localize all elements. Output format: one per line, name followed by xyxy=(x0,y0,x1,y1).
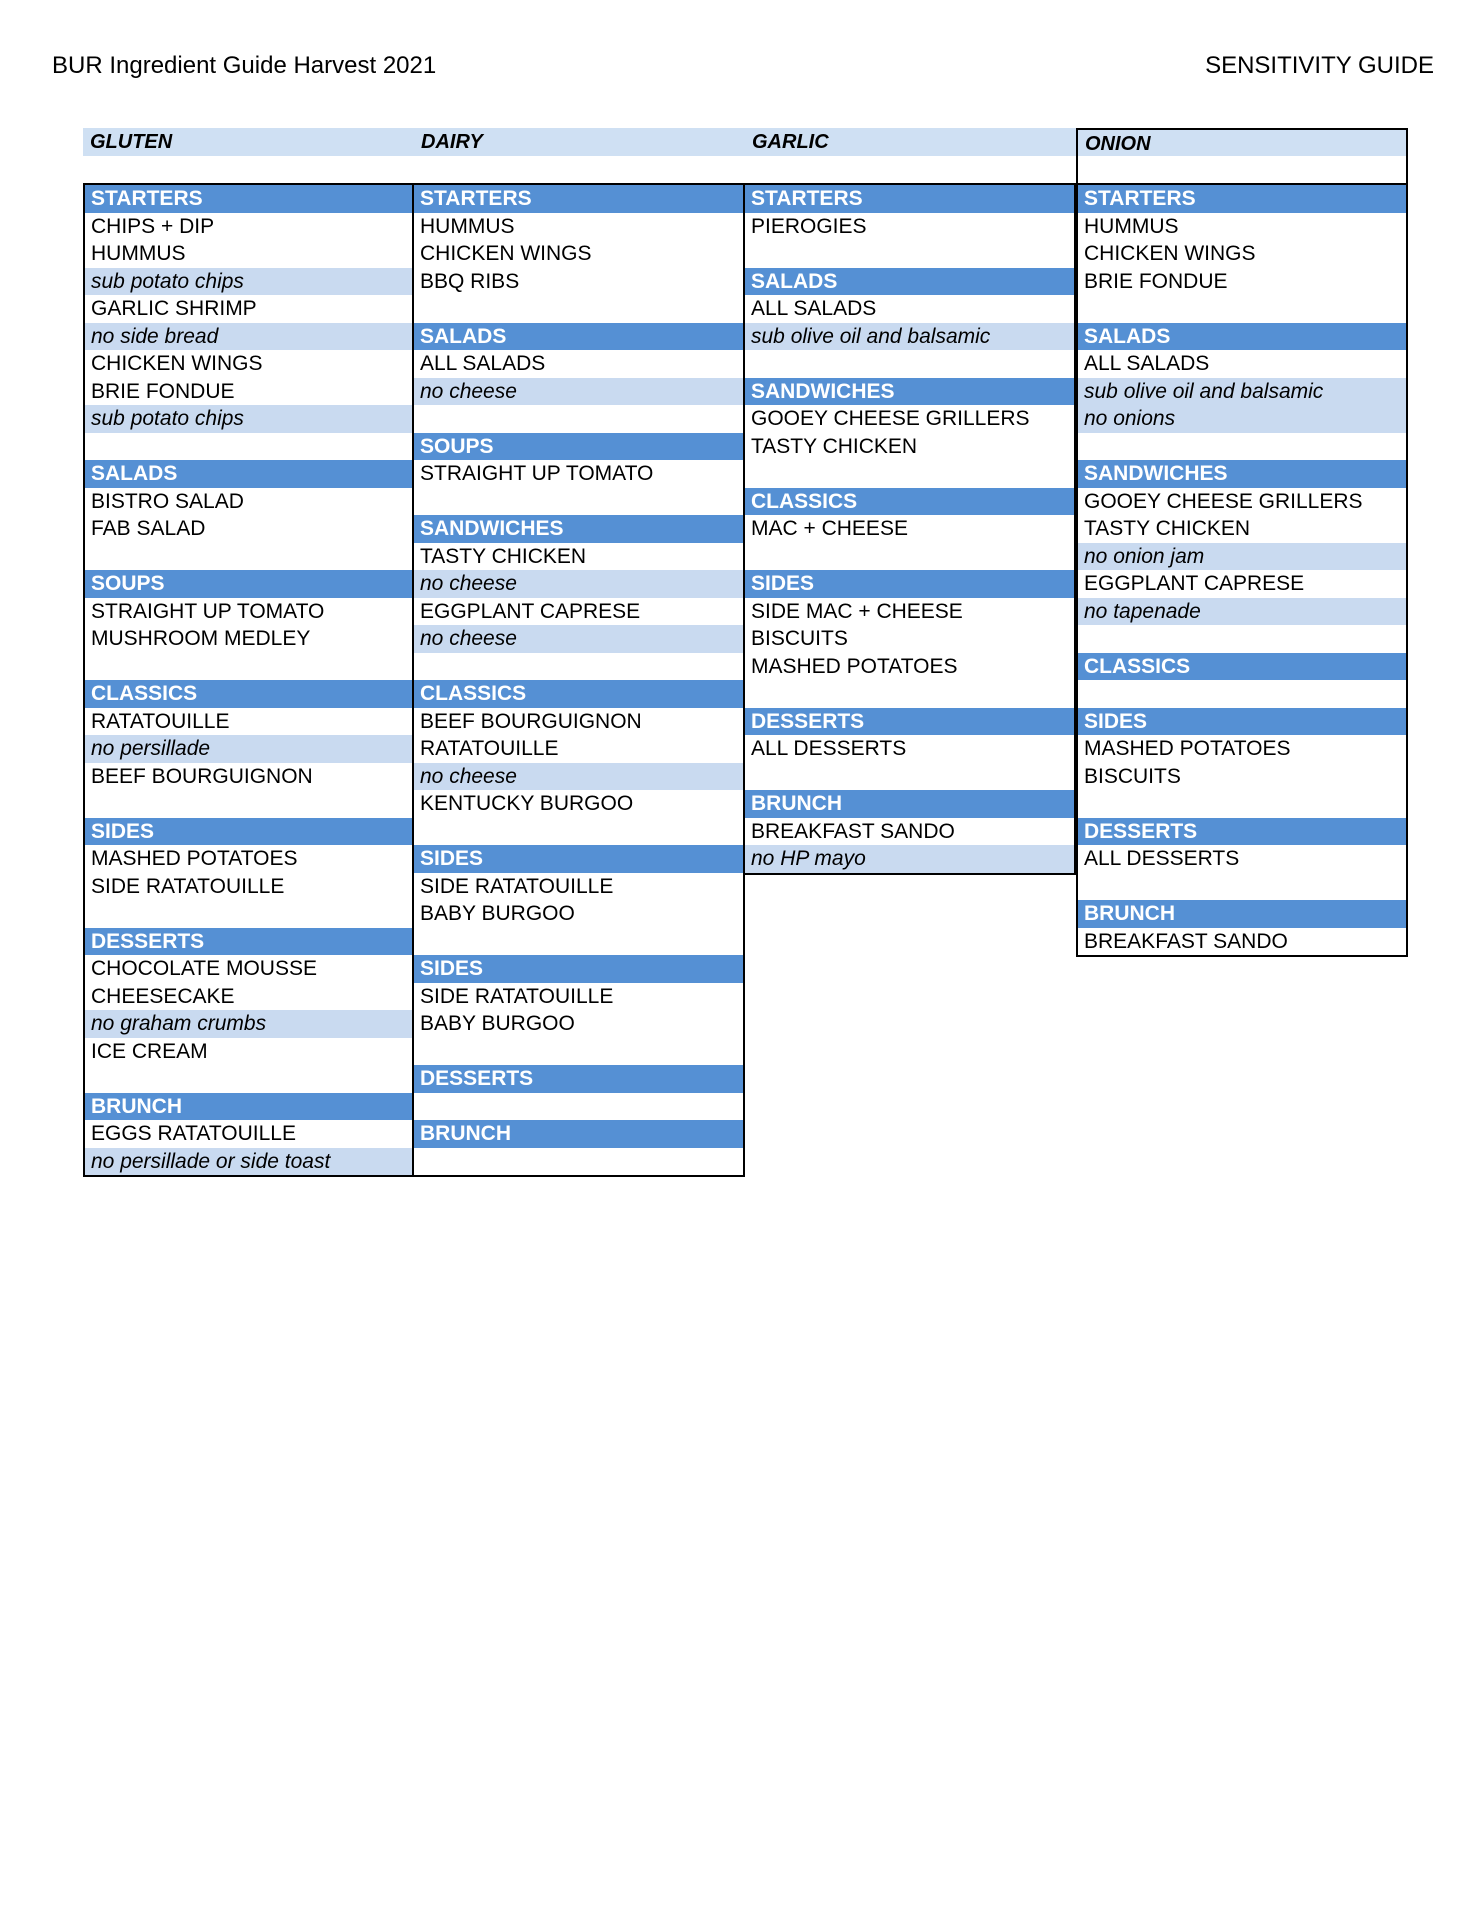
blank-row xyxy=(414,1148,743,1176)
modification-note: sub olive oil and balsamic xyxy=(745,323,1074,351)
document-title: BUR Ingredient Guide Harvest 2021 xyxy=(52,52,437,79)
modification-note: no graham crumbs xyxy=(85,1010,412,1038)
category-header: SIDES xyxy=(1078,708,1406,736)
category-header: STARTERS xyxy=(1078,185,1406,213)
menu-item: RATATOUILLE xyxy=(85,708,412,736)
garlic-column xyxy=(745,183,1076,875)
category-header: SALADS xyxy=(1078,323,1406,351)
category-header: SIDES xyxy=(85,818,412,846)
menu-item: FAB SALAD xyxy=(85,515,412,543)
menu-item: TASTY CHICKEN xyxy=(414,543,743,571)
category-header: SOUPS xyxy=(85,570,412,598)
blank-row xyxy=(414,295,743,323)
modification-note: no cheese xyxy=(414,378,743,406)
document-subtitle: SENSITIVITY GUIDE xyxy=(1205,52,1434,79)
modification-note: no cheese xyxy=(414,625,743,653)
menu-item: GARLIC SHRIMP xyxy=(85,295,412,323)
menu-item: RATATOUILLE xyxy=(414,735,743,763)
menu-item: BABY BURGOO xyxy=(414,900,743,928)
menu-item: BISCUITS xyxy=(1078,763,1406,791)
spacer-cell xyxy=(83,156,414,183)
menu-item: HUMMUS xyxy=(85,240,412,268)
menu-item: ALL SALADS xyxy=(1078,350,1406,378)
modification-note: sub olive oil and balsamic xyxy=(1078,378,1406,406)
menu-item: BEEF BOURGUIGNON xyxy=(85,763,412,791)
heading-gluten: GLUTEN xyxy=(83,128,414,156)
heading-spacer-row xyxy=(83,156,1411,183)
heading-garlic: GARLIC xyxy=(745,128,1076,156)
modification-note: no cheese xyxy=(414,570,743,598)
heading-dairy: DAIRY xyxy=(414,128,745,156)
category-header: DESSERTS xyxy=(85,928,412,956)
menu-item: BABY BURGOO xyxy=(414,1010,743,1038)
blank-row xyxy=(85,653,412,681)
allergen-columns xyxy=(83,183,1411,1177)
menu-item: MASHED POTATOES xyxy=(745,653,1074,681)
category-header: STARTERS xyxy=(414,185,743,213)
category-header: SANDWICHES xyxy=(1078,460,1406,488)
category-header: SANDWICHES xyxy=(745,378,1074,406)
blank-row xyxy=(85,543,412,571)
category-header: SIDES xyxy=(745,570,1074,598)
category-header: STARTERS xyxy=(85,185,412,213)
category-header: BRUNCH xyxy=(85,1093,412,1121)
menu-item: SIDE MAC + CHEESE xyxy=(745,598,1074,626)
menu-item: CHOCOLATE MOUSSE xyxy=(85,955,412,983)
blank-row xyxy=(85,900,412,928)
modification-note: no side bread xyxy=(85,323,412,351)
blank-row xyxy=(85,1065,412,1093)
blank-row xyxy=(745,543,1074,571)
blank-row xyxy=(1078,295,1406,323)
spacer-cell xyxy=(1076,156,1408,183)
modification-note: no cheese xyxy=(414,763,743,791)
modification-note: no persillade xyxy=(85,735,412,763)
blank-row xyxy=(745,460,1074,488)
blank-row xyxy=(414,488,743,516)
modification-note: sub potato chips xyxy=(85,268,412,296)
gluten-column xyxy=(83,183,414,1177)
blank-row xyxy=(1078,680,1406,708)
blank-row xyxy=(414,818,743,846)
menu-item: CHIPS + DIP xyxy=(85,213,412,241)
blank-row xyxy=(1078,433,1406,461)
menu-item: MASHED POTATOES xyxy=(1078,735,1406,763)
category-header: CLASSICS xyxy=(745,488,1074,516)
modification-note: no tapenade xyxy=(1078,598,1406,626)
category-header: CLASSICS xyxy=(85,680,412,708)
menu-item: ALL SALADS xyxy=(745,295,1074,323)
menu-item: MASHED POTATOES xyxy=(85,845,412,873)
menu-item: EGGS RATATOUILLE xyxy=(85,1120,412,1148)
menu-item: HUMMUS xyxy=(414,213,743,241)
category-header: SIDES xyxy=(414,845,743,873)
menu-item: BEEF BOURGUIGNON xyxy=(414,708,743,736)
blank-row xyxy=(414,928,743,956)
sensitivity-table xyxy=(83,128,1411,1177)
modification-note: no HP mayo xyxy=(745,845,1074,873)
heading-onion: ONION xyxy=(1076,128,1408,156)
category-header: SALADS xyxy=(414,323,743,351)
category-header: BRUNCH xyxy=(1078,900,1406,928)
spacer-cell xyxy=(414,156,745,183)
menu-item: TASTY CHICKEN xyxy=(745,433,1074,461)
modification-note: no onions xyxy=(1078,405,1406,433)
modification-note: no onion jam xyxy=(1078,543,1406,571)
menu-item: SIDE RATATOUILLE xyxy=(85,873,412,901)
blank-row xyxy=(414,1093,743,1121)
menu-item: ALL DESSERTS xyxy=(1078,845,1406,873)
menu-item: SIDE RATATOUILLE xyxy=(414,873,743,901)
onion-column xyxy=(1076,183,1408,957)
category-header: CLASSICS xyxy=(414,680,743,708)
menu-item: GOOEY CHEESE GRILLERS xyxy=(1078,488,1406,516)
menu-item: MAC + CHEESE xyxy=(745,515,1074,543)
menu-item: BBQ RIBS xyxy=(414,268,743,296)
blank-row xyxy=(745,240,1074,268)
category-header: STARTERS xyxy=(745,185,1074,213)
category-header: BRUNCH xyxy=(745,790,1074,818)
menu-item: BISCUITS xyxy=(745,625,1074,653)
blank-row xyxy=(414,1038,743,1066)
modification-note: no persillade or side toast xyxy=(85,1148,412,1176)
modification-note: sub potato chips xyxy=(85,405,412,433)
category-header: DESSERTS xyxy=(414,1065,743,1093)
menu-item: EGGPLANT CAPRESE xyxy=(1078,570,1406,598)
menu-item: GOOEY CHEESE GRILLERS xyxy=(745,405,1074,433)
menu-item: BRIE FONDUE xyxy=(1078,268,1406,296)
blank-row xyxy=(414,653,743,681)
category-header: DESSERTS xyxy=(1078,818,1406,846)
menu-item: CHICKEN WINGS xyxy=(414,240,743,268)
category-header: DESSERTS xyxy=(745,708,1074,736)
menu-item: SIDE RATATOUILLE xyxy=(414,983,743,1011)
category-header: SANDWICHES xyxy=(414,515,743,543)
menu-item: MUSHROOM MEDLEY xyxy=(85,625,412,653)
blank-row xyxy=(1078,873,1406,901)
menu-item: BRIE FONDUE xyxy=(85,378,412,406)
blank-row xyxy=(1078,625,1406,653)
menu-item: BISTRO SALAD xyxy=(85,488,412,516)
category-header: SIDES xyxy=(414,955,743,983)
allergen-heading-row xyxy=(83,128,1411,156)
menu-item: BREAKFAST SANDO xyxy=(745,818,1074,846)
category-header: SALADS xyxy=(85,460,412,488)
menu-item: CHEESECAKE xyxy=(85,983,412,1011)
blank-row xyxy=(745,680,1074,708)
menu-item: EGGPLANT CAPRESE xyxy=(414,598,743,626)
menu-item: STRAIGHT UP TOMATO xyxy=(85,598,412,626)
blank-row xyxy=(85,790,412,818)
blank-row xyxy=(85,433,412,461)
blank-row xyxy=(1078,790,1406,818)
category-header: SALADS xyxy=(745,268,1074,296)
menu-item: STRAIGHT UP TOMATO xyxy=(414,460,743,488)
menu-item: CHICKEN WINGS xyxy=(1078,240,1406,268)
menu-item: HUMMUS xyxy=(1078,213,1406,241)
blank-row xyxy=(745,350,1074,378)
menu-item: ALL SALADS xyxy=(414,350,743,378)
menu-item: CHICKEN WINGS xyxy=(85,350,412,378)
dairy-column xyxy=(414,183,745,1177)
menu-item: ALL DESSERTS xyxy=(745,735,1074,763)
category-header: SOUPS xyxy=(414,433,743,461)
category-header: BRUNCH xyxy=(414,1120,743,1148)
spacer-cell xyxy=(745,156,1076,183)
menu-item: ICE CREAM xyxy=(85,1038,412,1066)
menu-item: PIEROGIES xyxy=(745,213,1074,241)
category-header: CLASSICS xyxy=(1078,653,1406,681)
blank-row xyxy=(745,763,1074,791)
menu-item: TASTY CHICKEN xyxy=(1078,515,1406,543)
menu-item: BREAKFAST SANDO xyxy=(1078,928,1406,956)
blank-row xyxy=(414,405,743,433)
menu-item: KENTUCKY BURGOO xyxy=(414,790,743,818)
